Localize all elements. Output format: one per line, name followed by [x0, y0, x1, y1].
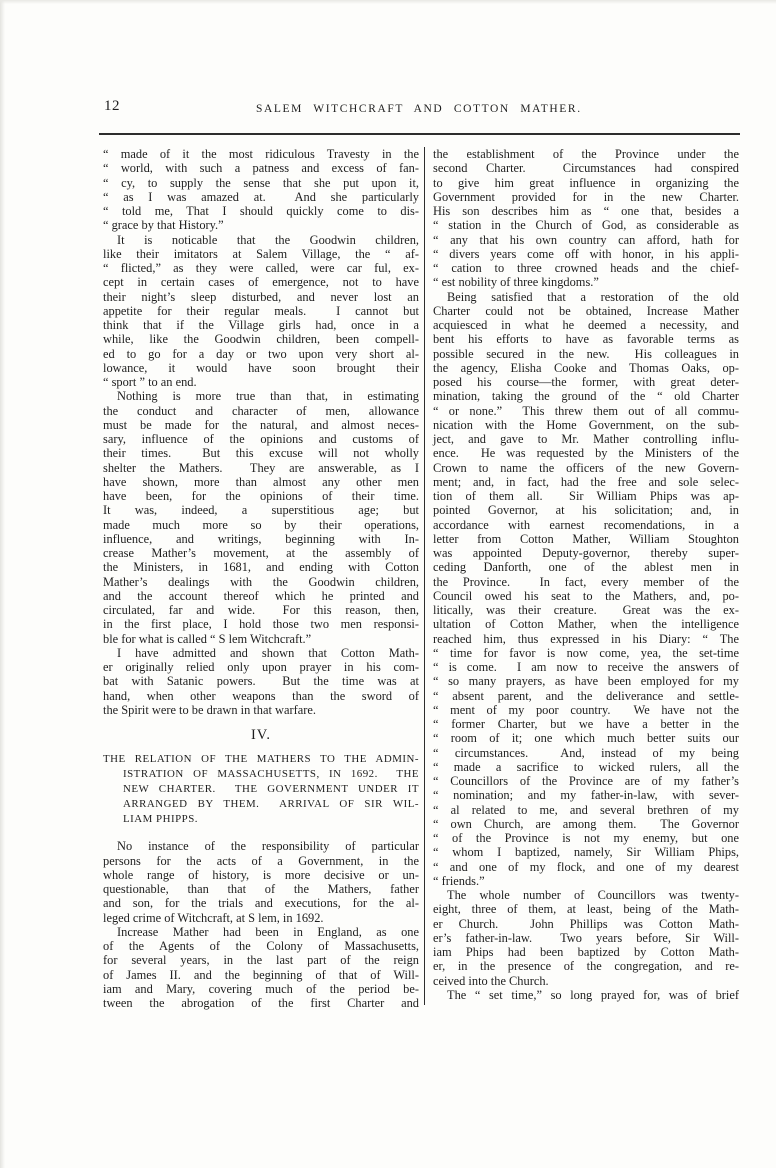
- text-line: crease Mather’s movement, at the assembly of: [103, 546, 419, 560]
- text-line: ment; and, in fact, had the free and sole selec-: [433, 474, 739, 489]
- text-line: ject, and gave to Mr. Mather controlling influ-: [433, 432, 739, 446]
- text-line: leged crime of Witchcraft, at S lem, in 1692.: [103, 910, 324, 925]
- text-line: er’s father-in-law. Two years before, Sir Will-: [433, 930, 739, 945]
- text-line: “ friends.”: [433, 873, 485, 888]
- paragraph: [103, 233, 419, 390]
- text-line: “ divers years come off with honor, in his appli-: [433, 246, 739, 261]
- text-line: and son, for the trials and executions, for the al-: [103, 896, 419, 911]
- column-divider-rule: [424, 147, 425, 1005]
- text-line: influence, and writings, beginning with In-: [103, 531, 419, 546]
- text-line: “ grace by that History.”: [103, 218, 224, 233]
- text-line: litically, was their creature. Great was the ex-: [433, 603, 739, 617]
- section-number-heading: IV.: [250, 727, 272, 743]
- text-line: mination, taking the ground of the “ old Charter: [433, 389, 739, 404]
- text-line: ed to go for a day or two upon very short al-: [103, 346, 419, 361]
- text-line: “ al related to me, and several brethren of my: [433, 802, 739, 817]
- paragraph: [103, 147, 419, 233]
- text-line: ceding Danforth, one of the ablest men in: [433, 560, 739, 575]
- text-line: for several years, in the last part of the reign: [103, 953, 419, 968]
- text-line: No instance of the responsibility of particular: [117, 839, 419, 854]
- text-line: think that if the Village girls had, once in a: [103, 318, 419, 332]
- paragraph: [433, 147, 739, 290]
- text-line: The whole number of Councillors was twenty-: [447, 888, 739, 902]
- text-line: “ nomination; and my father-in-law, with sever-: [433, 788, 739, 803]
- text-line: “ station in the Church of God, as considerable as: [433, 218, 739, 233]
- text-line: acquiesced in what he deemed a necessity, and: [433, 318, 739, 332]
- text-line: “ time for favor is now come, yea, the set-time: [433, 645, 739, 660]
- text-line: “ Councillors of the Province are of my father’s: [433, 774, 739, 788]
- text-line: “ whom I baptized, namely, Sir William Phips,: [433, 845, 739, 860]
- text-line: must be made for the natural, and almost neces-: [103, 417, 419, 432]
- text-line: of James II. and the beginning of that of Will-: [103, 967, 419, 982]
- text-line: “ and one of my flock, and one of my dearest: [433, 859, 739, 874]
- text-line: It was, indeed, a superstitious age; but: [103, 503, 419, 518]
- text-line: “ former Charter, but we have a better in the: [433, 717, 739, 731]
- text-line: “ ment of my poor country. We have not the: [433, 702, 739, 717]
- text-line: “ is come. I am now to receive the answers of: [433, 660, 739, 674]
- text-line: ARRANGED BY THEM. ARRIVAL OF SIR WIL-: [123, 798, 419, 811]
- text-line: second Charter. Circumstances had conspired: [433, 161, 739, 176]
- text-line: His son describes him as “ one that, besides a: [433, 204, 739, 218]
- text-line: “ flicted,” as they were called, were car ful, ex-: [103, 261, 419, 275]
- text-line: of the Agents of the Colony of Massachusetts,: [103, 939, 419, 953]
- text-line: their night’s sleep disturbed, and never lost an: [103, 289, 419, 304]
- text-line: “ cy, to supply the sense that she put upon it,: [103, 175, 419, 190]
- right-column: [433, 147, 739, 1002]
- text-line: while, like the Goodwin children, been compell-: [103, 332, 419, 347]
- text-line: Mather’s dealings with the Goodwin children,: [103, 574, 419, 589]
- text-line: “ room of it; one which much better suits our: [433, 731, 739, 746]
- text-line: hand, when other weapons than the sword of: [103, 688, 419, 703]
- text-line: THE RELATION OF THE MATHERS TO THE ADMIN-: [103, 753, 419, 766]
- paragraph: [433, 988, 739, 1002]
- text-line: accordance with earnest recomendations, in a: [433, 517, 739, 532]
- text-line: Increase Mather had been in England, as one: [117, 924, 419, 939]
- text-line: “ made a sacrifice to wicked rulers, all the: [433, 759, 739, 774]
- text-line: ultation of Cotton Mather, when the intelligence: [433, 617, 739, 632]
- text-line: nication with the Home Government, on the sub-: [433, 417, 739, 432]
- text-line: questionable, than that of the Mathers, father: [103, 882, 419, 896]
- paragraph: [433, 290, 739, 889]
- text-line: persons for the acts of a Government, in the: [103, 853, 419, 868]
- text-line: “ so many prayers, as have been employed for my: [433, 674, 739, 689]
- text-line: sary, influence of the opinions and customs of: [103, 432, 419, 446]
- paragraph: [103, 839, 419, 925]
- text-line: “ est nobility of three kingdoms.”: [433, 275, 599, 290]
- text-line: ceived into the Church.: [433, 973, 549, 988]
- text-line: “ or none.” This threw them out of all commu-: [433, 403, 739, 418]
- text-line: lowance, it would have soon brought their: [103, 360, 419, 375]
- header-rule: [99, 133, 740, 135]
- text-line: The “ set time,” so long prayed for, was of brief: [447, 987, 739, 1002]
- text-line: ISTRATION OF MASSACHUSETTS, IN 1692. THE: [123, 768, 419, 781]
- text-line: bent his efforts to have as favorable terms as: [433, 332, 739, 347]
- text-line: “ of the Province is not my enemy, but one: [433, 831, 739, 845]
- text-line: whole range of history, is more decisive or un-: [103, 867, 419, 882]
- page-number: 12: [104, 98, 120, 114]
- text-line: Crown to name the officers of the new Govern-: [433, 460, 739, 475]
- text-line: posed his course—the former, with great deter-: [433, 375, 739, 389]
- text-line: cept in certain cases of emergence, not to have: [103, 275, 419, 290]
- text-line: “ any that his own country can afford, hath for: [433, 232, 739, 247]
- text-line: “ told me, That I should quickly come to dis-: [103, 204, 419, 218]
- text-line: “ sport ” to an end.: [103, 375, 197, 389]
- text-line: I have admitted and shown that Cotton Math-: [117, 645, 419, 660]
- text-line: Charter could not be obtained, Increase Mather: [433, 303, 739, 318]
- text-line: tween the abrogation of the first Charter and: [103, 996, 419, 1010]
- text-line: reached him, thus expressed in his Diary: “ The: [433, 631, 739, 646]
- text-line: It is noticable that the Goodwin children,: [117, 232, 419, 247]
- text-line: ence. He was requested by the Ministers of the: [433, 446, 739, 461]
- paragraph: [103, 646, 419, 717]
- scan-edge-top: [0, 0, 776, 4]
- text-line: NEW CHARTER. THE GOVERNMENT UNDER IT: [123, 783, 419, 796]
- text-line: their times. But this excuse will not wholly: [103, 446, 419, 461]
- text-line: Nothing is more true than that, in estimating: [117, 389, 419, 404]
- text-line: LIAM PHIPPS.: [123, 813, 198, 826]
- text-line: Being satisfied that a restoration of the old: [447, 289, 739, 304]
- paragraph: [103, 389, 419, 646]
- text-line: the Province. In fact, every member of the: [433, 574, 739, 589]
- text-line: “ absent parent, and the deliverance and settle-: [433, 688, 739, 703]
- text-line: er originally relied only upon prayer in his com-: [103, 660, 419, 674]
- text-line: the Spirit were to be drawn in that warfare.: [103, 702, 316, 717]
- text-line: have been, for the opinions of their time.: [103, 489, 419, 503]
- text-line: iam and Mary, covering much of the period be-: [103, 981, 419, 996]
- text-line: ble for what is called “ S lem Witchcraft.”: [103, 631, 312, 646]
- text-line: “ cation to three crowned heads and the chief-: [433, 261, 739, 275]
- paragraph: [433, 888, 739, 988]
- text-line: shelter the Mathers. They are answerable, as I: [103, 460, 419, 475]
- text-line: appetite for their regular meals. I cannot but: [103, 303, 419, 318]
- text-line: to give him great influence in organizing the: [433, 175, 739, 190]
- running-title: SALEM WITCHCRAFT AND COTTON MATHER.: [256, 103, 582, 115]
- text-line: Council owed his seat to the Mathers, and, po-: [433, 588, 739, 603]
- text-line: pointed Governor, at his solicitation; and, in: [433, 503, 739, 518]
- text-line: iam Phips had been baptized by Cotton Math-: [433, 945, 739, 959]
- paragraph: [103, 925, 419, 1011]
- text-line: the agency, Elisha Cooke and Thomas Oaks, op-: [433, 360, 739, 375]
- text-line: eight, three of them, at least, being of the Math-: [433, 902, 739, 917]
- text-line: “ made of it the most ridiculous Travesty in the: [103, 147, 419, 161]
- section-summary: [103, 752, 419, 827]
- text-line: possible secured in the new. His colleagues in: [433, 346, 739, 361]
- text-line: “ own Church, are among them. The Governor: [433, 816, 739, 831]
- text-line: “ world, with such a patness and excess of fan-: [103, 161, 419, 176]
- left-column: [103, 147, 419, 1010]
- text-line: made much more so by their operations,: [103, 517, 419, 532]
- text-line: in the first place, I hold those two men responsi-: [103, 617, 419, 632]
- text-line: er Church. John Phillips was Cotton Math-: [433, 916, 739, 931]
- text-line: like their imitators at Salem Village, the “ af-: [103, 246, 419, 261]
- text-line: letter from Cotton Mather, William Stoughton: [433, 531, 739, 546]
- text-line: and the account thereof which he printed and: [103, 588, 419, 603]
- text-line: “ circumstances. And, instead of my being: [433, 745, 739, 760]
- text-line: bat with Satanic powers. But the time was at: [103, 674, 419, 689]
- scan-edge-left: [0, 0, 5, 1168]
- text-line: er, in the presence of the congregation, and re-: [433, 959, 739, 974]
- text-line: the Ministers, in 1681, and ending with Cotton: [103, 560, 419, 575]
- text-line: have shown, more than almost any other men: [103, 474, 419, 489]
- text-line: tion of them all. Sir William Phips was ap-: [433, 489, 739, 503]
- text-line: the establishment of the Province under the: [433, 147, 739, 161]
- text-line: circulated, far and wide. For this reason, then,: [103, 603, 419, 617]
- text-line: “ as I was amazed at. And she particularly: [103, 189, 419, 204]
- text-line: the conduct and character of men, allowance: [103, 403, 419, 418]
- text-line: was appointed Deputy-governor, thereby super-: [433, 546, 739, 560]
- text-line: Government provided for in the new Charter.: [433, 189, 739, 204]
